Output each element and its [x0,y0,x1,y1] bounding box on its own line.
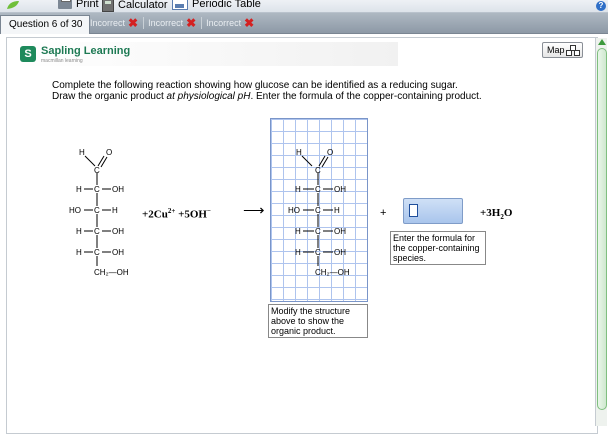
map-tree-icon [567,46,579,55]
scroll-up-arrow-icon[interactable] [598,39,606,45]
atom-label: H [76,227,82,236]
print-button[interactable] [58,0,99,10]
atom-label: H [334,206,340,215]
map-button[interactable] [542,42,583,58]
attempt-status: Incorrect [148,18,184,28]
product-structure[interactable] [287,146,367,286]
atom-label: OH [112,227,124,236]
calculator-button[interactable] [102,0,168,12]
sapling-logo-icon: S [20,46,36,62]
atom-label: H [296,148,302,157]
reaction-arrow-icon: ⟶ [243,202,265,219]
atom-label: C [315,206,321,215]
glucose-structure [66,146,146,286]
water-term: $+3H_2O$ [480,207,513,222]
question-line-1: Complete the following reaction showing how glucose can be identified as a reducing sugar. [52,80,458,91]
atom-label: CH₂—OH [315,268,350,277]
atom-label: HO [288,206,300,215]
atom-label: H [79,148,85,157]
brand-name: Sapling Learning [41,45,131,57]
atom-label: H [76,185,82,194]
atom-label: HO [69,206,81,215]
formula-input[interactable] [403,198,463,224]
printer-icon [58,0,72,9]
periodic-table-icon [172,0,188,10]
atom-label: CH₂—OH [94,268,129,277]
atom-label: C [94,185,100,194]
atom-label: H [295,227,301,236]
atom-label: C [94,227,100,236]
atom-label: OH [112,185,124,194]
calculator-icon [102,0,114,12]
atom-label: H [76,248,82,257]
atom-label: C [315,166,321,175]
reagents-text: $+2Cu^{2+} +5OH^-$ [142,207,211,221]
question-line-2: Draw the organic product at physiological pH. Enter the formula of the copper-containing product. [52,91,482,102]
calculator-label: Calculator [118,0,168,11]
brand-header [14,42,398,66]
atom-label: C [94,166,100,175]
attempt-item[interactable] [148,17,202,29]
atom-label: C [315,227,321,236]
leaf-logo-icon [6,0,20,10]
atom-label: OH [334,185,346,194]
attempt-status: Incorrect [90,18,126,28]
atom-label: C [315,248,321,257]
glucose-bonds [66,146,146,286]
help-icon[interactable]: ? [596,1,606,11]
atom-label: C [94,206,100,215]
map-label: Map [547,45,565,55]
question-tab[interactable]: Question 6 of 30 [0,15,90,34]
atom-label: H [295,248,301,257]
vertical-scrollbar[interactable] [595,38,607,426]
formula-caption: Enter the formula for the copper-containing species. [390,231,486,265]
top-toolbar [0,0,608,13]
attempt-item[interactable] [206,17,259,29]
periodic-table-label: Periodic Table [192,0,261,10]
atom-label: OH [112,248,124,257]
atom-label: C [94,248,100,257]
atom-label: H [112,206,118,215]
atom-label: O [106,148,113,157]
incorrect-x-icon: ✖ [244,16,255,30]
attempt-status: Incorrect [206,18,242,28]
attempt-history [90,17,263,29]
brand-subtitle: macmillan learning [41,58,83,64]
atom-label: C [315,185,321,194]
question-text [52,80,482,102]
attempt-item[interactable] [90,17,144,29]
atom-label: H [295,185,301,194]
question-bar [0,13,608,34]
atom-label: OH [334,227,346,236]
print-label: Print [76,0,99,10]
plus-sign: + [380,207,387,219]
atom-label: O [327,148,334,157]
product-caption: Modify the structure above to show the organic product. [268,304,368,338]
periodic-table-button[interactable] [172,0,261,10]
scroll-thumb[interactable] [597,48,607,410]
product-bonds [287,146,367,286]
text-cursor-icon [409,204,418,217]
incorrect-x-icon: ✖ [186,16,197,30]
atom-label: OH [334,248,346,257]
incorrect-x-icon: ✖ [128,16,139,30]
